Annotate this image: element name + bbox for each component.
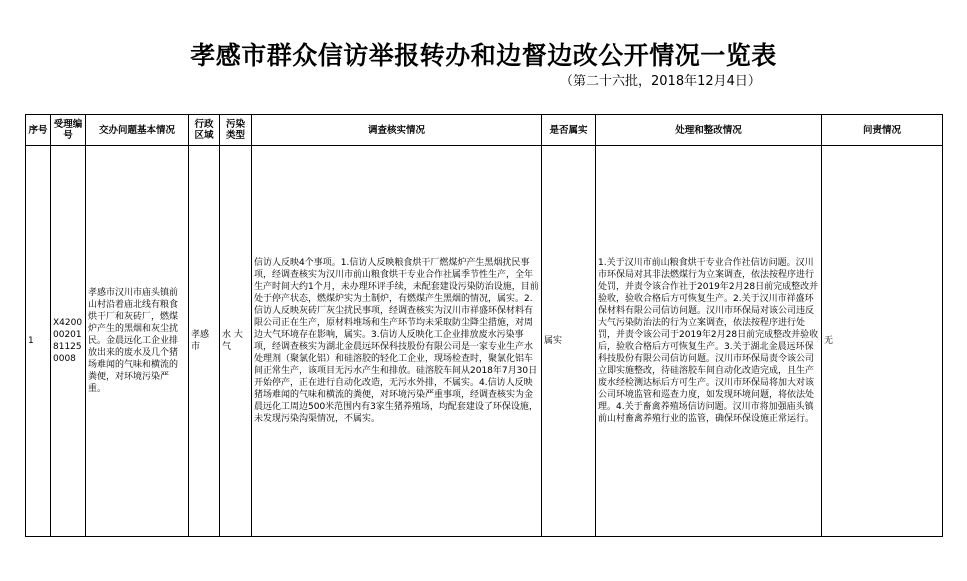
header-id: 受理编号	[51, 115, 86, 146]
report-table	[25, 114, 943, 537]
header-type: 污染类型	[220, 115, 252, 146]
table-row	[26, 146, 943, 537]
cell-investigation: 信访人反映4个事项。1.信访人反映粮食烘干厂燃煤炉产生黑烟扰民事项，经调查核实为汉川市前山粮食烘干专业合作社属季节性生产，全年生产时间大约1个月，未办理环评手续，未配套建设污染防治设施，目前处于停产状态，燃煤炉实为土制炉，有燃煤产生黑烟的情况，属实。2.信访人反映灰砖厂灰尘扰民事项，经调查核实为汉川市祥盛环保材料有限公司正在生产，原材料堆场和生产环节均未采取防尘降尘措施，对周边大气环境存在影响，属实。3.信访人反映化工企业排放废水污染事项，经调查核实为湖北金晨远环保科技股份有限公司是一家专业生产水处理剂（聚氯化铝）和硅溶胶的轻化工企业，现场检查时，聚氯化铝车间正常生产，该项目无污水产生和排放。硅溶胶车间从2018年7月30日开始停产，正在进行自动化改造，无污水外排，不属实。4.信访人反映猪场难闻的气味和横流的粪便，对环境污染严重事项，经调查核实为金晨远化工周边500米范围内有3家生猪养殖场，均配套建设了环保设施，未发现污染沟渠情况，不属实。	[252, 146, 542, 537]
cell-seq: 1	[26, 146, 51, 537]
cell-id: X420000201811250008	[51, 146, 86, 537]
cell-handling: 1.关于汉川市前山粮食烘干专业合作社信访问题。汉川市环保局对其非法燃煤行为立案调查，依法按程序进行处罚，并责令该合作社于2019年2月28日前完成整改并验收，验收合格后方可恢复生产。2.关于汉川市祥盛环保材料有限公司信访问题。汉川市环保局对该公司违反大气污染防治法的行为立案调查，依法按程序进行处罚，并责令该公司于2019年2月28日前完成整改并验收后，验收合格后方可恢复生产。3.关于湖北金晨远环保科技股份有限公司信访问题。汉川市环保局责令该公司立即实施整改，待硅溶胶车间自动化改造完成，且生产废水经检测达标后方可生产。汉川市环保局将加大对该公司环境监管和巡查力度，如发现环境问题，将依法处理。4.关于畜禽养殖场信访问题。汉川市将加强庙头镇前山村畜禽养殖行业的监管，确保环保设施正常运行。	[596, 146, 822, 537]
page-subtitle: （第二十六批，2018年12月4日）	[560, 74, 761, 89]
cell-issue: 孝感市汉川市庙头镇前山村沿着庙北线有粮食烘干厂和灰砖厂，燃煤炉产生的黑烟和灰尘扰民。金晨远化工企业排放出来的废水及几个猪场难闻的气味和横流的粪便，对环境污染严重。	[86, 146, 189, 537]
table-header-row	[26, 115, 943, 146]
header-investigation: 调查核实情况	[252, 115, 542, 146]
header-issue: 交办问题基本情况	[86, 115, 189, 146]
cell-accountability: 无	[822, 146, 943, 537]
page-title: 孝感市群众信访举报转办和边督边改公开情况一览表	[190, 41, 777, 70]
cell-verified: 属实	[542, 146, 596, 537]
header-accountability: 问责情况	[822, 115, 943, 146]
header-region: 行政区域	[189, 115, 220, 146]
header-verified: 是否属实	[542, 115, 596, 146]
header-seq: 序号	[26, 115, 51, 146]
cell-type: 水 大气	[220, 146, 252, 537]
cell-region: 孝感市	[189, 146, 220, 537]
header-handling: 处理和整改情况	[596, 115, 822, 146]
